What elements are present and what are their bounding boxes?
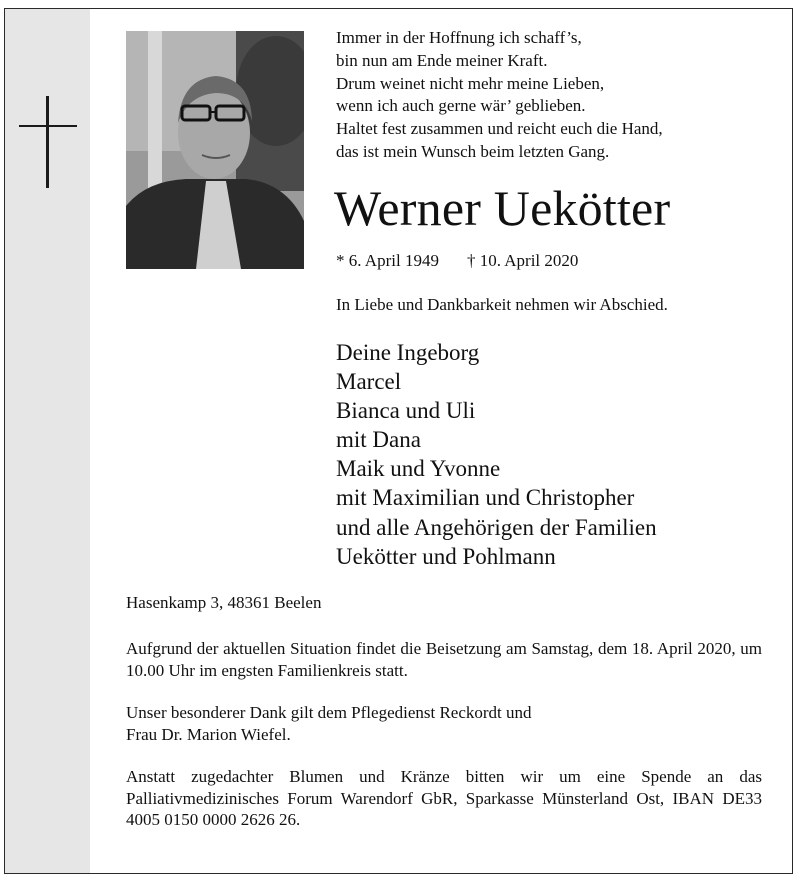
poem-line: Drum weinet nicht mehr meine Lieben,	[336, 73, 605, 93]
life-dates	[336, 250, 578, 272]
funeral-notice: Aufgrund der aktuellen Situation findet die Beisetzung am Samstag, dem 18. April 2020, um 10.00 Uhr im engsten Familienkreis statt.	[126, 639, 762, 680]
thanks-line: Unser besonderer Dank gilt dem Pflegedienst Reckordt und	[126, 703, 532, 722]
poem	[336, 27, 776, 164]
poem-line: bin nun am Ende meiner Kraft.	[336, 50, 548, 70]
deceased-name: Werner Uekötter	[334, 180, 671, 236]
thanks-text	[126, 702, 762, 745]
cross-icon	[19, 96, 77, 188]
address: Hasenkamp 3, 48361 Beelen	[126, 593, 322, 612]
farewell-text: In Liebe und Dankbarkeit nehmen wir Abschied.	[336, 295, 668, 314]
birth-date: * 6. April 1949	[336, 251, 439, 270]
poem-line: Immer in der Hoffnung ich schaff’s,	[336, 28, 582, 47]
family-line: und alle Angehörigen der Familien	[336, 514, 657, 540]
family-list	[336, 338, 657, 571]
family-line: Deine Ingeborg	[336, 340, 480, 365]
death-date: † 10. April 2020	[466, 251, 579, 270]
family-line: Bianca und Uli	[336, 398, 476, 424]
portrait-photo	[126, 31, 304, 269]
family-line: mit Maximilian und Christopher	[336, 485, 635, 511]
family-line: Maik und Yvonne	[336, 456, 501, 482]
family-line: Marcel	[336, 369, 402, 395]
donation-request: Anstatt zugedachter Blumen und Kränze bitten wir um eine Spende an das Palliativmedizinisches Forum Warendorf GbR, Sparkasse Münsterland Ost, IBAN DE33 4005 0150 0000 2626 26.	[126, 767, 762, 829]
poem-line: wenn ich auch gerne wär’ geblieben.	[336, 96, 586, 116]
family-line: mit Dana	[336, 427, 421, 453]
thanks-line: Frau Dr. Marion Wiefel.	[126, 724, 291, 744]
poem-line: Haltet fest zusammen und reicht euch die Hand,	[336, 119, 663, 139]
side-strip	[5, 9, 90, 873]
family-line: Uekötter und Pohlmann	[336, 543, 556, 569]
poem-line: das ist mein Wunsch beim letzten Gang.	[336, 141, 610, 161]
